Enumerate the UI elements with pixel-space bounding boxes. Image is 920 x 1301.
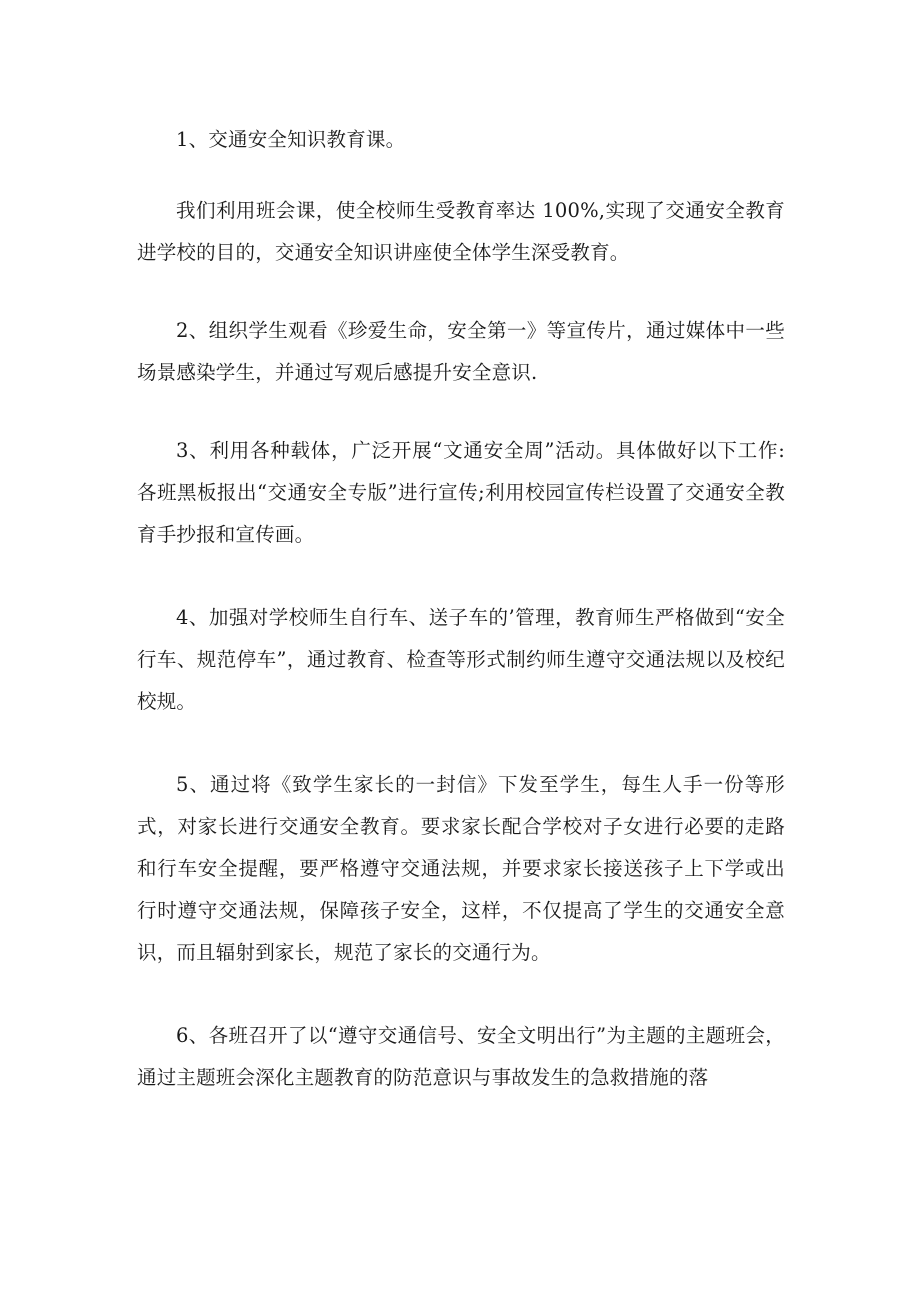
paragraph-3-safety-week: 3、利用各种载体，广泛开展“文通安全周”活动。具体做好以下工作: 各班黑板报出“交通安全专版”进行宣传;利用校园宣传栏设置了交通安全教育手抄报和宣传画。 — [137, 439, 785, 546]
paragraph-4-bicycle-management: 4、加强对学校师生自行车、送子车的’管理，教育师生严格做到“安全行车、规范停车”，通过教育、检查等形式制约师生遵守交通法规以及校纪校规。 — [137, 606, 785, 713]
paragraph-class-meeting-education: 我们利用班会课，使全校师生受教育率达 100%,实现了交通安全教育进学校的目的，交通安全知识讲座使全体学生深受教育。 — [137, 199, 785, 264]
paragraph-5-parent-letter: 5、通过将《致学生家长的一封信》下发至学生，每生人手一份等形式，对家长进行交通安全教育。要求家长配合学校对子女进行必要的走路和行车安全提醒，要严格遵守交通法规，并要求家长接送孩子上下学或出行时遵守交通法规，保障孩子安全，这样，不仅提高了学生的交通安全意识，而且辐射到家长，规范了家长的交通行为。 — [137, 773, 785, 964]
paragraph-2-promo-film: 2、组织学生观看《珍爱生命，安全第一》等宣传片，通过媒体中一些场景感染学生，并通过写观后感提升安全意识. — [137, 319, 785, 384]
paragraph-1-traffic-safety-course: 1、交通安全知识教育课。 — [176, 128, 406, 151]
paragraph-6-theme-class-meeting: 6、各班召开了以“遵守交通信号、安全文明出行”为主题的主题班会，通过主题班会深化主题教育的防范意识与事故发生的急救措施的落 — [137, 1024, 785, 1089]
